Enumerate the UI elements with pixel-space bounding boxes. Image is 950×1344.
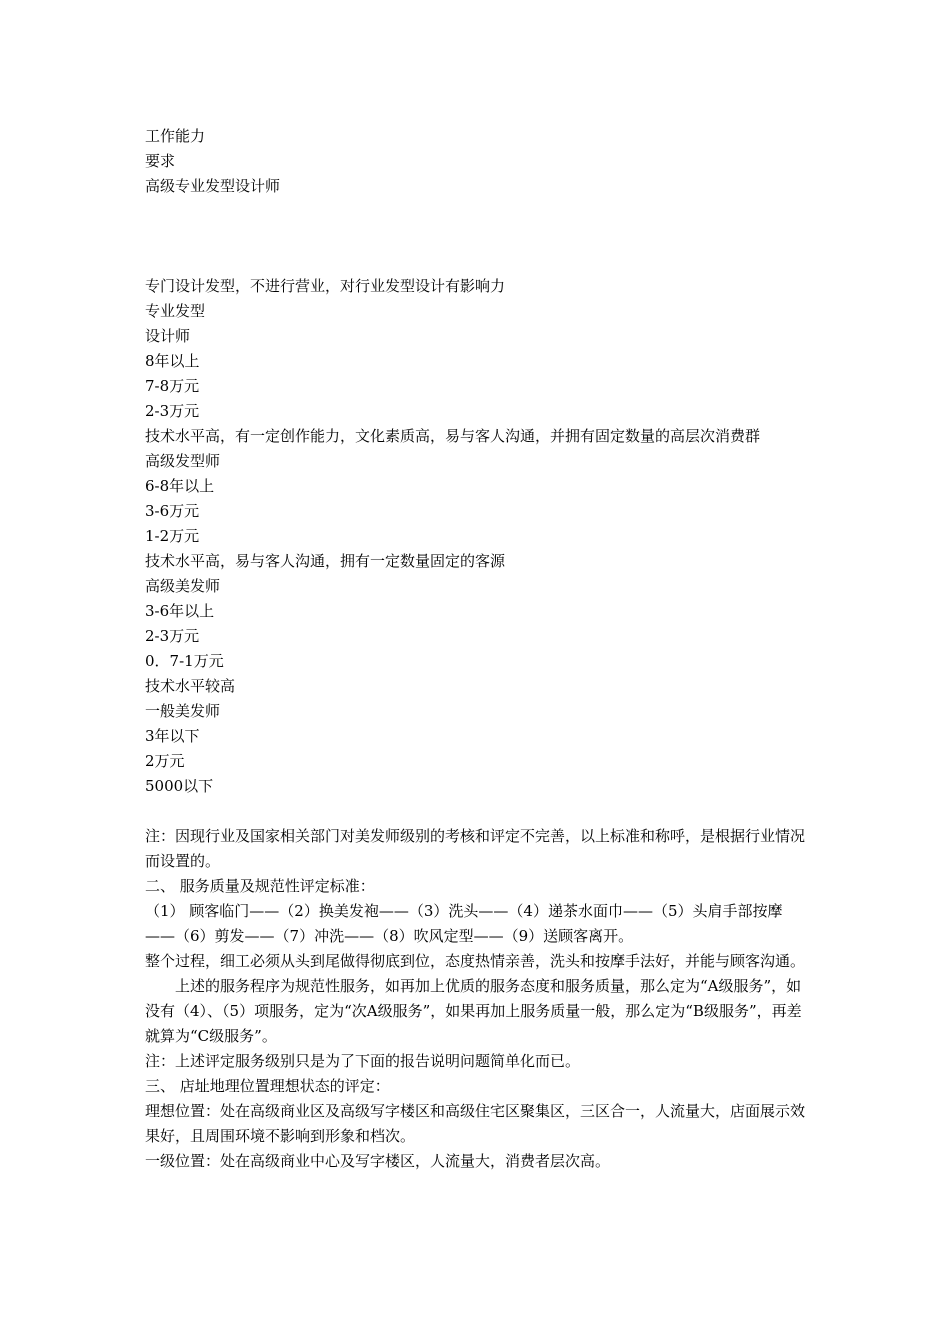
level-line: 技术水平高，有一定创作能力，文化素质高，易与客人沟通，并拥有固定数量的高层次消费群 bbox=[145, 427, 761, 445]
section-3-title: 三、 店址地理位置理想状态的评定： bbox=[145, 1077, 390, 1095]
heading-requirements: 要求 bbox=[145, 152, 176, 170]
section-2-title: 二、 服务质量及规范性评定标准： bbox=[145, 877, 375, 895]
ideal-location: 理想位置：处在高级商业区及高级写字楼区和高级住宅区聚集区，三区合一，人流量大，店面展示效果好，且周围环境不影响到形象和档次。 bbox=[145, 1102, 806, 1145]
heading-senior-designer: 高级专业发型设计师 bbox=[145, 177, 281, 195]
note-grading: 注：上述评定服务级别只是为了下面的报告说明问题简单化而已。 bbox=[145, 1052, 581, 1070]
level-line: 专门设计发型，不进行营业，对行业发型设计有影响力 bbox=[145, 277, 506, 295]
level-line: 技术水平较高 bbox=[145, 677, 236, 695]
service-steps: （1） 顾客临门——（2）换美发袍——（3）洗头——（4）递茶水面巾——（5）头肩手部按摩——（6）剪发——（7）冲洗——（8）吹风定型——（9）送顾客离开。 bbox=[145, 902, 783, 945]
level-line: 高级美发师 bbox=[145, 577, 221, 595]
level-line: 2-3万元 bbox=[145, 402, 200, 420]
process-description: 整个过程，细工必须从头到尾做得彻底到位，态度热情亲善，洗头和按摩手法好，并能与顾客沟通。 bbox=[145, 952, 806, 970]
spacer bbox=[145, 199, 810, 274]
level-line: 设计师 bbox=[145, 327, 191, 345]
first-level-location: 一级位置：处在高级商业中心及写字楼区，人流量大，消费者层次高。 bbox=[145, 1152, 611, 1170]
level-line: 8年以上 bbox=[145, 352, 200, 370]
note-standards: 注：因现行业及国家相关部门对美发师级别的考核和评定不完善，以上标准和称呼，是根据行业情况而设置的。 bbox=[145, 827, 806, 870]
level-line: 3-6年以上 bbox=[145, 602, 215, 620]
level-line: 5000以下 bbox=[145, 777, 214, 795]
level-line: 专业发型 bbox=[145, 302, 206, 320]
level-line: 3-6万元 bbox=[145, 502, 200, 520]
level-line: 1-2万元 bbox=[145, 527, 200, 545]
heading-work-ability: 工作能力 bbox=[145, 127, 206, 145]
level-line: 7-8万元 bbox=[145, 377, 200, 395]
level-line: 高级发型师 bbox=[145, 452, 221, 470]
level-line: 技术水平高，易与客人沟通，拥有一定数量固定的客源 bbox=[145, 552, 506, 570]
grading-description: 上述的服务程序为规范性服务，如再加上优质的服务态度和服务质量，那么定为“A级服务”，如没有（4）、（5）项服务，定为“次A级服务”，如果再加上服务质量一般，那么定为“B级服务”，再差就算为“C级服务”。 bbox=[145, 977, 802, 1045]
level-line: 0．7-1万元 bbox=[145, 652, 224, 670]
spacer bbox=[145, 799, 810, 824]
document-body bbox=[145, 124, 810, 1174]
level-line: 2万元 bbox=[145, 752, 185, 770]
level-line: 6-8年以上 bbox=[145, 477, 215, 495]
level-line: 一般美发师 bbox=[145, 702, 221, 720]
level-line: 2-3万元 bbox=[145, 627, 200, 645]
level-line: 3年以下 bbox=[145, 727, 200, 745]
